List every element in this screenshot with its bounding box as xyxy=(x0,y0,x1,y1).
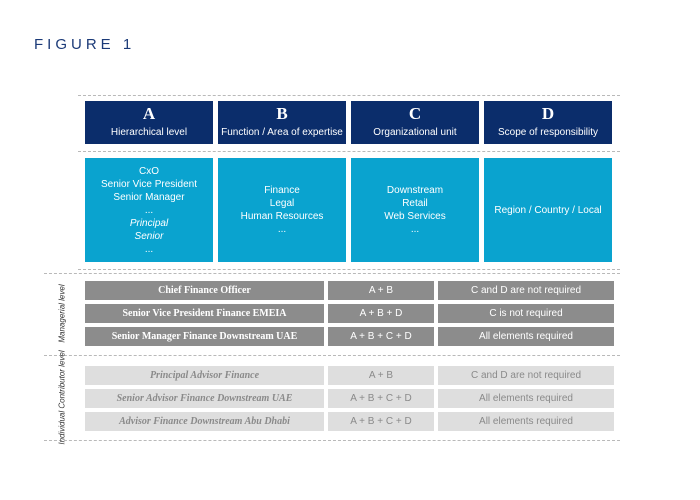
column-header-b xyxy=(218,101,346,144)
column-letter: B xyxy=(276,104,288,123)
requirement-note: C and D are not required xyxy=(438,281,614,300)
job-title: Chief Finance Officer xyxy=(85,281,324,300)
job-title: Senior Advisor Finance Downstream UAE xyxy=(85,389,324,408)
example-item: Region / Country / Local xyxy=(494,204,602,216)
column-header-c xyxy=(351,101,479,144)
column-letter: D xyxy=(541,104,555,123)
column-examples-c xyxy=(351,158,479,262)
divider xyxy=(44,273,620,274)
element-combination: A + B + C + D xyxy=(328,389,434,408)
example-item: ... xyxy=(144,204,154,216)
example-item: Senior Manager xyxy=(113,191,185,203)
column-examples-d xyxy=(484,158,612,262)
managerial-level-label: Managerial level xyxy=(57,284,67,343)
divider xyxy=(44,355,620,356)
element-combination: A + B xyxy=(328,281,434,300)
column-name: Function / Area of expertise xyxy=(221,127,343,138)
element-combination: A + B xyxy=(328,366,434,385)
example-item: ... xyxy=(410,224,420,235)
example-item: Legal xyxy=(269,198,295,209)
divider xyxy=(78,269,620,270)
job-title: Senior Vice President Finance EMEIA xyxy=(85,304,324,323)
divider xyxy=(44,440,620,441)
column-examples-a xyxy=(85,158,213,262)
example-item: Senior xyxy=(134,230,164,242)
example-item: Senior Vice President xyxy=(101,178,197,190)
requirement-note: All elements required xyxy=(438,327,614,346)
column-header-d xyxy=(484,101,612,144)
figure-label: FIGURE 1 xyxy=(34,36,136,53)
requirement-note: C and D are not required xyxy=(438,366,614,385)
element-combination: A + B + C + D xyxy=(328,327,434,346)
element-combination: A + B + C + D xyxy=(328,412,434,431)
column-header-a xyxy=(85,101,213,144)
column-letter: C xyxy=(408,104,422,123)
example-item: Human Resources xyxy=(240,211,324,222)
example-item: CxO xyxy=(139,165,159,177)
example-item: Downstream xyxy=(386,185,444,196)
example-item: Principal xyxy=(129,217,169,229)
example-item: Retail xyxy=(402,198,428,209)
requirement-note: C is not required xyxy=(438,304,614,323)
divider xyxy=(78,151,620,152)
job-title: Senior Manager Finance Downstream UAE xyxy=(85,327,324,346)
column-name: Scope of responsibility xyxy=(497,127,599,138)
column-name: Hierarchical level xyxy=(110,127,188,138)
job-title: Advisor Finance Downstream Abu Dhabi xyxy=(85,412,324,431)
column-name: Organizational unit xyxy=(373,127,457,138)
example-item: Web Services xyxy=(384,211,446,222)
divider xyxy=(78,95,620,96)
requirement-note: All elements required xyxy=(438,389,614,408)
example-item: Finance xyxy=(264,185,300,196)
example-item: ... xyxy=(277,224,287,235)
element-combination: A + B + D xyxy=(328,304,434,323)
individual-contributor-label: Individual Contributor level xyxy=(57,350,67,445)
job-title: Principal Advisor Finance xyxy=(85,366,324,385)
column-examples-b xyxy=(218,158,346,262)
column-letter: A xyxy=(142,104,156,123)
requirement-note: All elements required xyxy=(438,412,614,431)
example-item: ... xyxy=(144,243,154,255)
